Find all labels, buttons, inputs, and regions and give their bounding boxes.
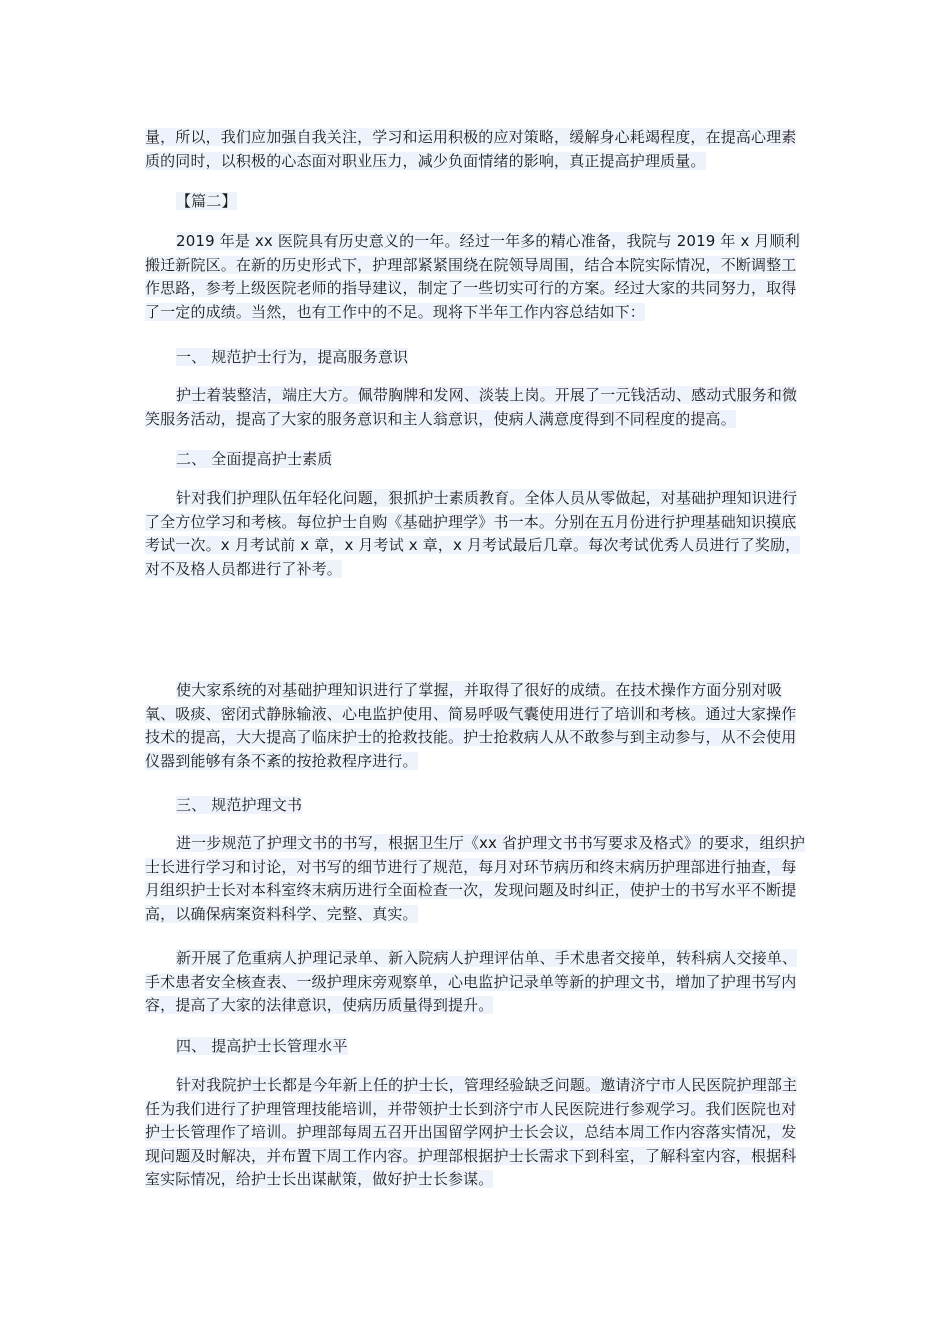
paragraph-text: 新开展了危重病人护理记录单、新入院病人护理评估单、手术患者交接单，转科病人交接单、手术患者安全核查表、一级护理床旁观察单，心电监护记录单等新的护理文书，增加了护理书写内容，提高了大家的法律意识，使病历质量得到提升。 xyxy=(145,949,798,1015)
heading-two xyxy=(145,448,807,472)
paragraph-management xyxy=(145,1074,807,1192)
paragraph-new-forms xyxy=(145,947,807,1018)
heading-text: 三、 规范护理文书 xyxy=(176,796,303,814)
section-label xyxy=(145,190,807,214)
paragraph-text: 针对我院护士长都是今年新上任的护士长，管理经验缺乏问题。邀请济宁市人民医院护理部主任为我们进行了护理管理技能培训，并带领护士长到济宁市人民医院进行参观学习。我们医院也对护士长管理作了培训。护理部每周五召开出国留学网护士长会议，总结本周工作内容落实情况，发现问题及时解决，并布置下周工作内容。护理部根据护士长需求下到科室，了解科室内容，根据科室实际情况，给护士长出谋献策，做好护士长参谋。 xyxy=(145,1076,798,1189)
paragraph-text: 使大家系统的对基础护理知识进行了掌握，并取得了很好的成绩。在技术操作方面分别对吸氧、吸痰、密闭式静脉输液、心电监护使用、简易呼吸气囊使用进行了培训和考核。通过大家操作技术的提高，大大提高了临床护士的抢救技能。护士抢救病人从不敢参与到主动参与，从不会使用仪器到能够有条不紊的按抢救程序进行。 xyxy=(145,681,797,770)
heading-three xyxy=(145,794,807,818)
paragraph-text: 2019 年是 xx 医院具有历史意义的一年。经过一年多的精心准备，我院与 2019 年 x 月顺利搬迁新院区。在新的历史形式下，护理部紧紧围绕在院领导周围，结合本院实际情况，不断调整工作思路，参考上级医院老师的指导建议，制定了一些切实可行的方案。经过大家的共同努力，取得了一定的成绩。当然，也有工作中的不足。现将下半年工作内容总结如下： xyxy=(145,232,800,321)
paragraph-skills xyxy=(145,679,807,773)
paragraph-continuation xyxy=(145,126,807,173)
heading-text: 一、 规范护士行为，提高服务意识 xyxy=(176,348,409,366)
paragraph-text: 针对我们护理队伍年轻化问题，狠抓护士素质教育。全体人员从零做起，对基础护理知识进行了全方位学习和考核。每位护士自购《基础护理学》书一本。分别在五月份进行护理基础知识摸底考试一次。x 月考试前 x 章，x 月考试 x 章，x 月考试最后几章。每次考试优秀人员进行了奖励，对不及格人员都进行了补考。 xyxy=(145,489,801,578)
paragraph-intro xyxy=(145,230,807,324)
paragraph-text: 量，所以，我们应加强自我关注，学习和运用积极的应对策略，缓解身心耗竭程度，在提高心理素质的同时，以积极的心态面对职业压力，减少负面情绪的影响，真正提高护理质量。 xyxy=(145,128,797,170)
paragraph-training xyxy=(145,487,807,581)
heading-text: 二、 全面提高护士素质 xyxy=(176,450,333,468)
paragraph-documents xyxy=(145,832,807,926)
paragraph-text: 护士着装整洁，端庄大方。佩带胸牌和发网、淡装上岗。开展了一元钱活动、感动式服务和微笑服务活动，提高了大家的服务意识和主人翁意识，使病人满意度得到不同程度的提高。 xyxy=(145,386,798,428)
heading-four xyxy=(145,1035,807,1059)
heading-one xyxy=(145,346,807,370)
section-label-text: 【篇二】 xyxy=(176,192,237,210)
paragraph-service xyxy=(145,384,807,431)
heading-text: 四、 提高护士长管理水平 xyxy=(176,1037,348,1055)
paragraph-text: 进一步规范了护理文书的书写，根据卫生厅《xx 省护理文书书写要求及格式》的要求，组织护士长进行学习和讨论，对书写的细节进行了规范，每月对环节病历和终末病历护理部进行抽查，每月组织护士长对本科室终末病历进行全面检查一次，发现问题及时纠正，使护士的书写水平不断提高，以确保病案资料科学、完整、真实。 xyxy=(145,834,805,923)
